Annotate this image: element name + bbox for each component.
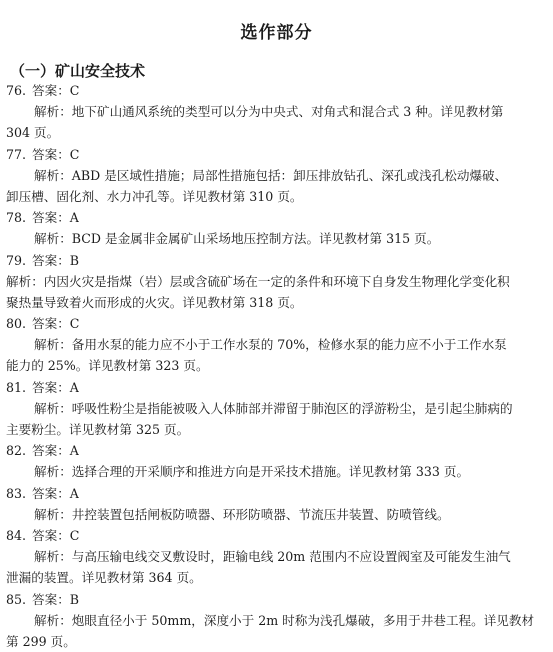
- explanation-line: 第 299 页。: [6, 633, 76, 649]
- question-number: 79.: [6, 252, 27, 268]
- question-number: 81.: [6, 379, 27, 395]
- explanation-line: 主要粉尘。详见教材第 325 页。: [6, 422, 190, 437]
- question-number: 76.: [6, 83, 27, 98]
- explanation-line: 304 页。: [6, 125, 60, 141]
- explanation-line: 解析：与高压输电线交叉敷设时，距输电线 20m 范围内不应设置阀室及可能发生油气: [34, 549, 511, 565]
- question-number: 82.: [6, 443, 27, 459]
- answer-line: [0, 377, 553, 398]
- answer-text: 答案：B: [32, 591, 80, 607]
- explanation-line: 解析：选择合理的开采顺序和推进方向是开采技术措施。详见教材第 333 页。: [34, 464, 470, 480]
- explanation-line: 能力的 25%。详见教材第 323 页。: [6, 358, 209, 374]
- explanation-line: 解析：地下矿山通风系统的类型可以分为中央式、对角式和混合式 3 种。详见教材第: [34, 104, 504, 120]
- explanation-line: 聚热量导致着火而形成的火灾。详见教材第 318 页。: [6, 294, 303, 310]
- question-number: 77.: [6, 146, 27, 162]
- answer-line: [0, 589, 553, 610]
- question-number: 83.: [6, 485, 27, 501]
- explanation-line: 解析：内因火灾是指煤（岩）层或含硫矿场在一定的条件和环境下自身发生物理化学变化积: [6, 273, 510, 289]
- answer-text: 答案：C: [32, 83, 80, 98]
- answer-text: 答案：C: [32, 527, 80, 543]
- explanation-line: 解析：炮眼直径小于 50mm，深度小于 2m 时称为浅孔爆破，多用于井巷工程。详见教材: [34, 612, 535, 628]
- explanation-line: 解析：备用水泵的能力应不小于工作水泵的 70%，检修水泵的能力应不小于工作水泵: [34, 337, 507, 353]
- answer-line: [0, 144, 553, 165]
- answer-text: 答案：B: [32, 252, 80, 268]
- answer-line: [0, 525, 553, 546]
- answer-text: 答案：A: [32, 485, 79, 501]
- question-number: 80.: [6, 316, 27, 332]
- answer-line: [0, 207, 553, 228]
- explanation-line: 泄漏的装置。详见教材第 364 页。: [6, 570, 202, 586]
- explanation-line: 解析：ABD 是区域性措施；局部性措施包括：卸压排放钻孔、深孔或浅孔松动爆破、: [34, 167, 508, 183]
- answer-text: 答案：A: [32, 443, 79, 459]
- answer-text: 答案：C: [32, 316, 80, 332]
- explanation-line: 解析：井控装置包括闸板防喷器、环形防喷器、节流压井装置、防喷管线。: [34, 506, 450, 522]
- explanation-line: 卸压槽、固化剂、水力冲孔等。详见教材第 310 页。: [6, 188, 303, 204]
- section-heading: （一）矿山安全技术: [10, 62, 146, 80]
- answer-text: 答案：A: [32, 379, 79, 395]
- answer-line: [0, 440, 553, 461]
- question-number: 84.: [6, 527, 27, 543]
- question-number: 85.: [6, 591, 27, 607]
- answer-line: [0, 250, 553, 271]
- explanation-line: 解析：BCD 是金属非金属矿山采场地压控制方法。详见教材第 315 页。: [34, 231, 440, 247]
- question-number: 78.: [6, 210, 27, 226]
- answer-list: [0, 80, 553, 652]
- explanation-line: 解析：呼吸性粉尘是指能被吸入人体肺部并滞留于肺泡区的浮游粉尘，是引起尘肺病的: [34, 400, 513, 416]
- answer-line: [0, 313, 553, 334]
- answer-text: 答案：C: [32, 146, 80, 162]
- answer-line: [0, 80, 553, 101]
- answer-line: [0, 483, 553, 504]
- answer-text: 答案：A: [32, 210, 79, 226]
- page-title: 选作部分: [240, 23, 313, 43]
